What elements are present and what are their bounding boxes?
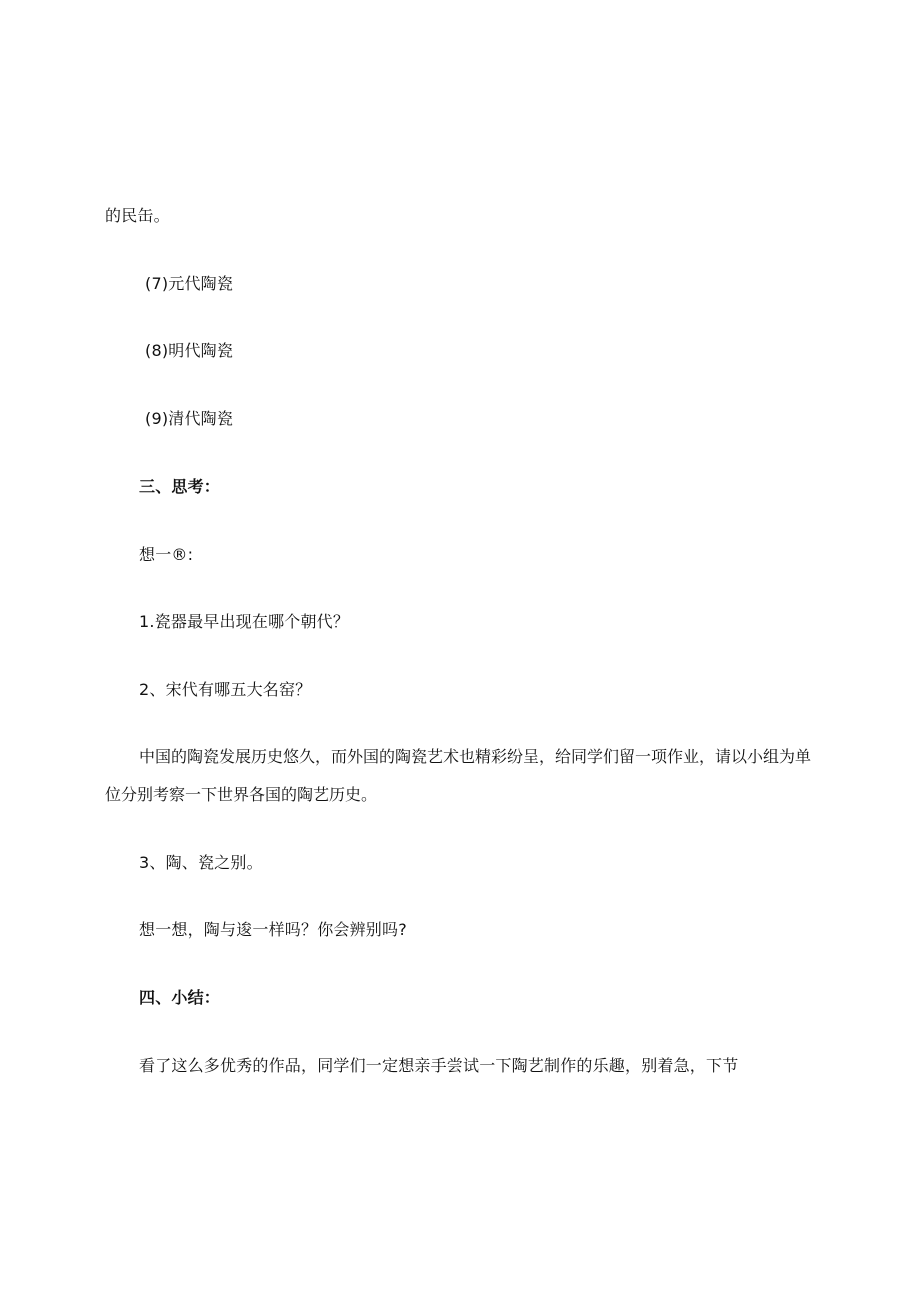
- section-heading-thinking: 三、思考：: [139, 477, 221, 496]
- text-line-compare: 想一想，陶与逡一样吗？你会辨别吗?: [139, 920, 407, 939]
- question-1: 1.瓷器最早出现在哪个朝代？: [139, 612, 350, 631]
- text-line-think: 想一®:: [139, 545, 194, 564]
- text-line-summary: 看了这么多优秀的作品，同学们一定想亲手尝试一下陶艺制作的乐趣，别着急，下节: [139, 1056, 739, 1075]
- text-line-continuation: 的民缶。: [105, 206, 170, 225]
- list-item-ming-dynasty: (8)明代陶瓷: [145, 341, 234, 360]
- question-3: 3、陶、瓷之别。: [139, 853, 263, 872]
- paragraph-homework-line-1: 中国的陶瓷发展历史悠久，而外国的陶瓷艺术也精彩纷呈，给同学们留一项作业，请以小组为单: [139, 747, 812, 766]
- section-heading-summary: 四、小结：: [139, 988, 221, 1007]
- paragraph-homework: [105, 746, 812, 806]
- paragraph-homework-line-2: 位分别考察一下世界各国的陶艺历史。: [105, 785, 378, 804]
- list-item-yuan-dynasty: (7)元代陶瓷: [145, 274, 234, 293]
- question-2: 2、宋代有哪五大名窑？: [139, 680, 312, 699]
- list-item-qing-dynasty: (9)清代陶瓷: [145, 409, 234, 428]
